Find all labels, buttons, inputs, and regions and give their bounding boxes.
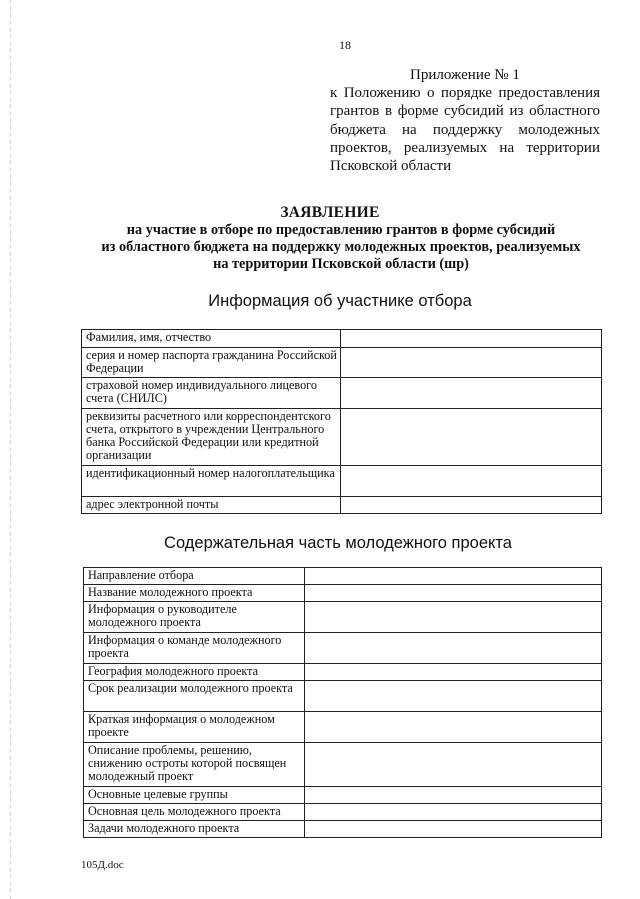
row-label: Фамилия, имя, отчество xyxy=(82,330,341,348)
document-title: ЗАЯВЛЕНИЕ xyxy=(280,204,380,221)
row-label: Название молодежного проекта xyxy=(84,585,305,602)
row-label: Информация о команде молодежного проекта xyxy=(84,633,305,664)
table-row xyxy=(84,787,602,804)
value-cell[interactable] xyxy=(341,497,602,514)
row-label: Задачи молодежного проекта xyxy=(84,821,305,838)
row-label: адрес электронной почты xyxy=(82,497,341,514)
table-row xyxy=(82,409,602,466)
value-cell[interactable] xyxy=(305,681,602,712)
row-label: страховой номер индивидуального лицевого счета (СНИЛС) xyxy=(82,378,341,409)
value-cell[interactable] xyxy=(341,466,602,497)
value-cell[interactable] xyxy=(305,712,602,743)
subtitle-line: на участие в отборе по предоставлению грантов в форме субсидий xyxy=(126,222,556,238)
value-cell[interactable] xyxy=(305,664,602,681)
row-label: География молодежного проекта xyxy=(84,664,305,681)
value-cell[interactable] xyxy=(305,743,602,787)
participant-section-heading: Информация об участнике отбора xyxy=(208,292,472,310)
row-label: Основная цель молодежного проекта xyxy=(84,804,305,821)
row-label: Срок реализации молодежного проекта xyxy=(84,681,305,712)
row-label: Информация о руководителе молодежного проекта xyxy=(84,602,305,633)
page-number: 18 xyxy=(339,38,351,52)
row-label: Направление отбора xyxy=(84,568,305,585)
table-row xyxy=(82,348,602,378)
row-label: Краткая информация о молодежном проекте xyxy=(84,712,305,743)
appendix-body: к Положению о порядке предоставления грантов в форме субсидий из областного бюджета на поддержку молодежных проектов, реализуемых на территории Псковской области xyxy=(330,85,600,175)
document-subtitle xyxy=(76,222,606,273)
table-row xyxy=(84,568,602,585)
table-row xyxy=(84,681,602,712)
table-row xyxy=(84,602,602,633)
appendix-title: Приложение № 1 xyxy=(410,67,520,83)
value-cell[interactable] xyxy=(305,787,602,804)
project-content-table xyxy=(83,567,602,838)
value-cell[interactable] xyxy=(305,568,602,585)
table-row xyxy=(82,466,602,497)
value-cell[interactable] xyxy=(305,821,602,838)
scan-edge xyxy=(10,0,11,899)
row-label: идентификационный номер налогоплательщика xyxy=(82,466,341,497)
row-label: Описание проблемы, решению, снижению остроты которой посвящен молодежный проект xyxy=(84,743,305,787)
value-cell[interactable] xyxy=(305,804,602,821)
table-row xyxy=(84,712,602,743)
value-cell[interactable] xyxy=(341,409,602,466)
table-row xyxy=(84,743,602,787)
subtitle-line: на территории Псковской области (шр) xyxy=(213,256,469,272)
table-row xyxy=(84,664,602,681)
value-cell[interactable] xyxy=(341,348,602,378)
row-label: Основные целевые группы xyxy=(84,787,305,804)
table-row xyxy=(82,330,602,348)
row-label: серия и номер паспорта гражданина Российской Федерации xyxy=(82,348,341,378)
table-row xyxy=(84,633,602,664)
table-row xyxy=(84,804,602,821)
table-row xyxy=(82,497,602,514)
value-cell[interactable] xyxy=(305,633,602,664)
participant-info-table xyxy=(81,329,602,514)
value-cell[interactable] xyxy=(341,330,602,348)
table-row xyxy=(82,378,602,409)
table-row xyxy=(84,821,602,838)
row-label: реквизиты расчетного или корреспондентского счета, открытого в учреждении Центрального банка Российской Федерации или кредитной организации xyxy=(82,409,341,466)
project-section-heading: Содержательная часть молодежного проекта xyxy=(164,534,512,552)
file-name-footer: 105Д.doc xyxy=(81,859,124,871)
table-row xyxy=(84,585,602,602)
value-cell[interactable] xyxy=(305,585,602,602)
subtitle-line: из областного бюджета на поддержку молодежных проектов, реализуемых xyxy=(101,239,581,255)
value-cell[interactable] xyxy=(341,378,602,409)
value-cell[interactable] xyxy=(305,602,602,633)
